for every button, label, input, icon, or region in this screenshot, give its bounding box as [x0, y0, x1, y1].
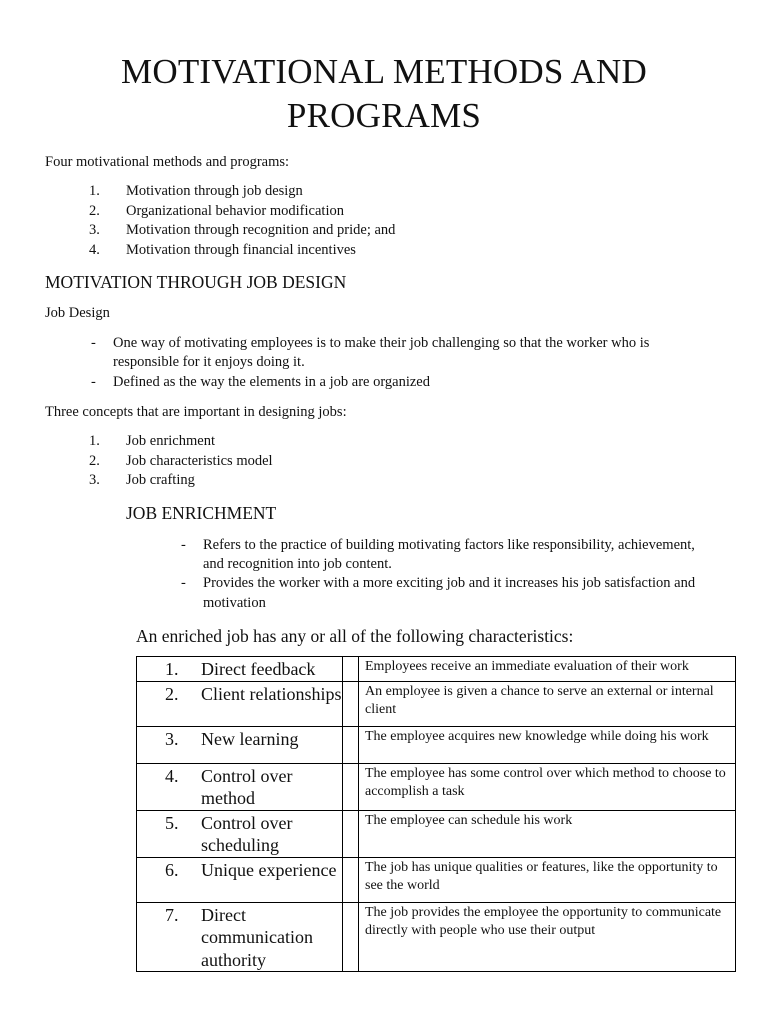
characteristic-number: 4.: [165, 765, 179, 786]
concept-number: 1.: [89, 433, 100, 449]
table-row: [137, 902, 736, 972]
methods-intro: Four motivational methods and programs:: [45, 154, 290, 170]
table-row: [137, 810, 736, 857]
subsection-heading-job-enrichment: JOB ENRICHMENT: [126, 503, 277, 523]
table-row: [137, 657, 736, 682]
table-intro: An enriched job has any or all of the following characteristics:: [136, 626, 574, 646]
page-title: [0, 50, 768, 138]
method-number: 1.: [89, 183, 100, 199]
spacer-cell: [343, 657, 359, 682]
method-number: 3.: [89, 222, 100, 238]
concept-text: Job characteristics model: [126, 452, 273, 469]
table-row: [137, 763, 736, 810]
concept-number: 3.: [89, 472, 100, 488]
characteristic-label: Unique experience: [201, 859, 337, 880]
characteristic-description: The employee can schedule his work: [359, 810, 736, 857]
concept-text: Job crafting: [126, 472, 195, 488]
characteristic-cell: [137, 902, 343, 972]
method-text: Organizational behavior modification: [126, 202, 344, 219]
characteristic-label: New learning: [201, 728, 299, 749]
characteristic-number: 2.: [165, 683, 179, 704]
characteristic-cell: [137, 681, 343, 726]
job-design-point-line: One way of motivating employees is to make their job challenging so that the worker who is: [113, 335, 650, 351]
job-design-label: Job Design: [45, 305, 110, 321]
job-design-point-line: responsible for it enjoys doing it.: [113, 354, 305, 370]
characteristic-number: 3.: [165, 728, 179, 749]
characteristics-table: [136, 656, 736, 972]
characteristic-label: Control over method: [201, 765, 293, 808]
enrichment-point-line: motivation: [203, 595, 266, 611]
characteristic-description: The employee acquires new knowledge while doing his work: [359, 726, 736, 763]
characteristic-label: Direct communication authority: [201, 904, 313, 970]
concepts-intro: Three concepts that are important in designing jobs:: [45, 404, 347, 420]
page-title-line-1: MOTIVATIONAL METHODS AND: [121, 52, 647, 91]
characteristic-description: An employee is given a chance to serve an external or internal client: [359, 681, 736, 726]
characteristic-description: The job has unique qualities or features, like the opportunity to see the world: [359, 857, 736, 902]
characteristic-description: The job provides the employee the opportunity to communicate directly with people who use their output: [359, 902, 736, 972]
method-text: Motivation through job design: [126, 183, 303, 199]
enrichment-point-line: Refers to the practice of building motivating factors like responsibility, achievement,: [203, 537, 695, 553]
characteristic-cell: [137, 657, 343, 682]
characteristic-label: Control over scheduling: [201, 812, 293, 855]
page-title-line-2: PROGRAMS: [286, 96, 482, 135]
characteristic-label: Client relationships: [201, 683, 342, 704]
characteristic-number: 6.: [165, 859, 179, 880]
characteristic-number: 5.: [165, 812, 179, 833]
characteristic-cell: [137, 810, 343, 857]
characteristic-cell: [137, 763, 343, 810]
characteristic-cell: [137, 726, 343, 763]
spacer-cell: [343, 902, 359, 972]
characteristic-description: Employees receive an immediate evaluation of their work: [359, 657, 736, 682]
spacer-cell: [343, 763, 359, 810]
section-heading-job-design: MOTIVATION THROUGH JOB DESIGN: [45, 272, 347, 292]
characteristic-number: 1.: [165, 659, 179, 679]
method-text: Motivation through recognition and pride; and: [126, 222, 396, 238]
table-row: [137, 726, 736, 763]
characteristic-label: Direct feedback: [201, 659, 316, 679]
spacer-cell: [343, 857, 359, 902]
spacer-cell: [343, 810, 359, 857]
enrichment-point-line: Provides the worker with a more exciting job and it increases his job satisfaction and: [203, 575, 696, 591]
table-row: [137, 857, 736, 902]
table-row: [137, 681, 736, 726]
characteristic-number: 7.: [165, 904, 179, 925]
spacer-cell: [343, 681, 359, 726]
concept-text: Job enrichment: [126, 433, 215, 449]
concept-number: 2.: [89, 452, 100, 469]
method-text: Motivation through financial incentives: [126, 241, 356, 258]
spacer-cell: [343, 726, 359, 763]
method-number: 4.: [89, 241, 100, 258]
characteristic-cell: [137, 857, 343, 902]
job-design-point-line: Defined as the way the elements in a job are organized: [113, 374, 430, 390]
enrichment-point-line: and recognition into job content.: [203, 556, 392, 572]
method-number: 2.: [89, 202, 100, 219]
characteristic-description: The employee has some control over which method to choose to accomplish a task: [359, 763, 736, 810]
